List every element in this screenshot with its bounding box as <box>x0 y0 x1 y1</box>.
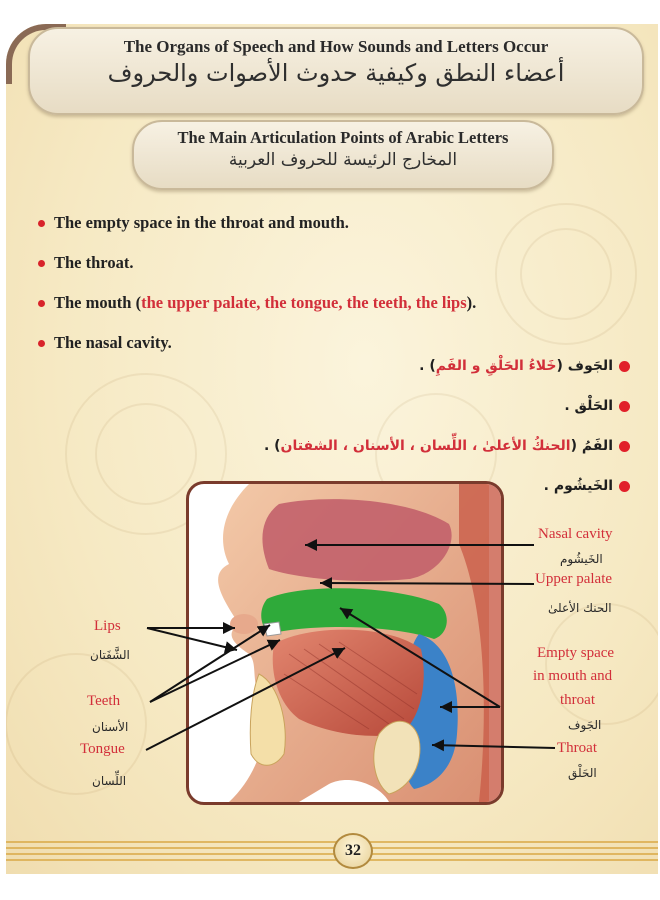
page-number: 32 <box>333 833 373 869</box>
bullet-icon <box>619 441 630 452</box>
lips-shape <box>230 614 258 634</box>
footer-decoration <box>6 832 658 870</box>
bullet-icon <box>38 220 45 227</box>
bullet-icon <box>619 401 630 412</box>
teeth-shape <box>264 622 281 636</box>
bullet-icon <box>619 361 630 372</box>
list-item: الفَمُ (الحنكُ الأعلىٰ ، اللِّسان ، الأسنان ، الشفتان) . <box>210 426 630 466</box>
label-nasal-cavity-ar: الخَيشُوم <box>560 552 603 566</box>
label-tongue: Tongue <box>80 741 125 757</box>
label-empty-space-line2: in mouth and <box>533 668 613 684</box>
head-cross-section-illustration <box>189 484 501 802</box>
english-points-list <box>38 203 638 363</box>
list-item: The throat. <box>38 243 638 283</box>
page-title-ar: أعضاء النطق وكيفية حدوث الأصوات والحروف <box>107 59 565 87</box>
page-title-en: The Organs of Speech and How Sounds and Letters Occur <box>123 37 549 56</box>
label-tongue-ar: اللِّسان <box>92 774 127 788</box>
section-title-ar: المخارج الرئيسة للحروف العربية <box>228 150 458 170</box>
label-lips: Lips <box>94 618 121 634</box>
speech-organs-diagram <box>186 481 504 805</box>
list-item: الحَلْق . <box>210 386 630 426</box>
subheader-banner <box>132 120 554 190</box>
label-throat: Throat <box>557 740 597 756</box>
highlighted-text: the upper palate, the tongue, the teeth, the lips <box>141 293 467 312</box>
list-item: The mouth (the upper palate, the tongue, the teeth, the lips). <box>38 283 638 323</box>
label-teeth-ar: الأسنان <box>92 720 129 734</box>
list-item: The nasal cavity. <box>38 323 638 363</box>
bullet-icon <box>38 260 45 267</box>
list-item: الجَوف (خَلاءُ الحَلْقِ و الفَمِ) . <box>210 346 630 386</box>
header-banner <box>28 27 644 115</box>
label-teeth: Teeth <box>87 693 121 709</box>
list-item: الخَيشُوم . <box>210 466 630 506</box>
bullet-icon <box>38 300 45 307</box>
label-nasal-cavity: Nasal cavity <box>538 526 613 542</box>
bullet-icon <box>619 481 630 492</box>
section-title-en: The Main Articulation Points of Arabic Letters <box>177 128 509 147</box>
label-empty-space-ar: الجَوف <box>568 718 602 732</box>
label-empty-space-line3: throat <box>560 692 595 708</box>
label-upper-palate-ar: الحنك الأعلىٰ <box>548 601 612 615</box>
label-upper-palate: Upper palate <box>535 571 613 587</box>
label-throat-ar: الحَلْق <box>568 766 597 780</box>
label-empty-space-line1: Empty space <box>537 645 615 661</box>
label-lips-ar: الشَّفَتان <box>90 648 130 662</box>
list-item: The empty space in the throat and mouth. <box>38 203 638 243</box>
bullet-icon <box>38 340 45 347</box>
